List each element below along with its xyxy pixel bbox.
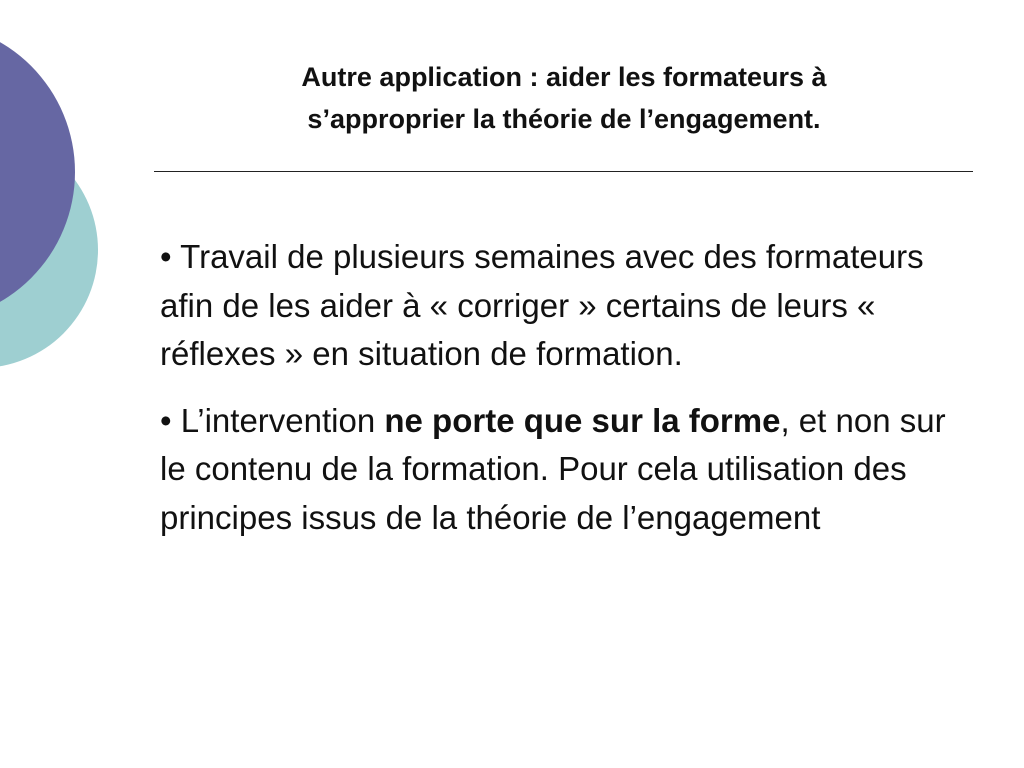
slide-title-line-2: s’approprier la théorie de l’engagement.: [307, 104, 821, 134]
bullet-item-2: [160, 397, 960, 543]
title-divider: [154, 171, 973, 172]
bullet-item-1: [160, 233, 960, 379]
bullet-marker: •: [160, 401, 172, 439]
slide-title: [154, 56, 974, 140]
decorative-circles: [0, 0, 110, 420]
bullet-marker: •: [160, 238, 172, 275]
bullet-1-text: Travail de plusieurs semaines avec des formateurs afin de les aider à « corriger » certains de leurs « réflexes » en situation de formation.: [160, 238, 924, 372]
bullet-2-text-start: L’intervention: [180, 401, 385, 439]
bullet-2-text-end: , et non sur le contenu de la formation. Pour cela utilisation des principes issus de la théorie de l’engagement: [160, 401, 946, 536]
bullet-2-emphasis: ne porte que sur la forme: [384, 401, 781, 439]
bullet-list: [160, 233, 960, 560]
slide-title-line-1: Autre application : aider les formateurs à: [301, 62, 827, 92]
